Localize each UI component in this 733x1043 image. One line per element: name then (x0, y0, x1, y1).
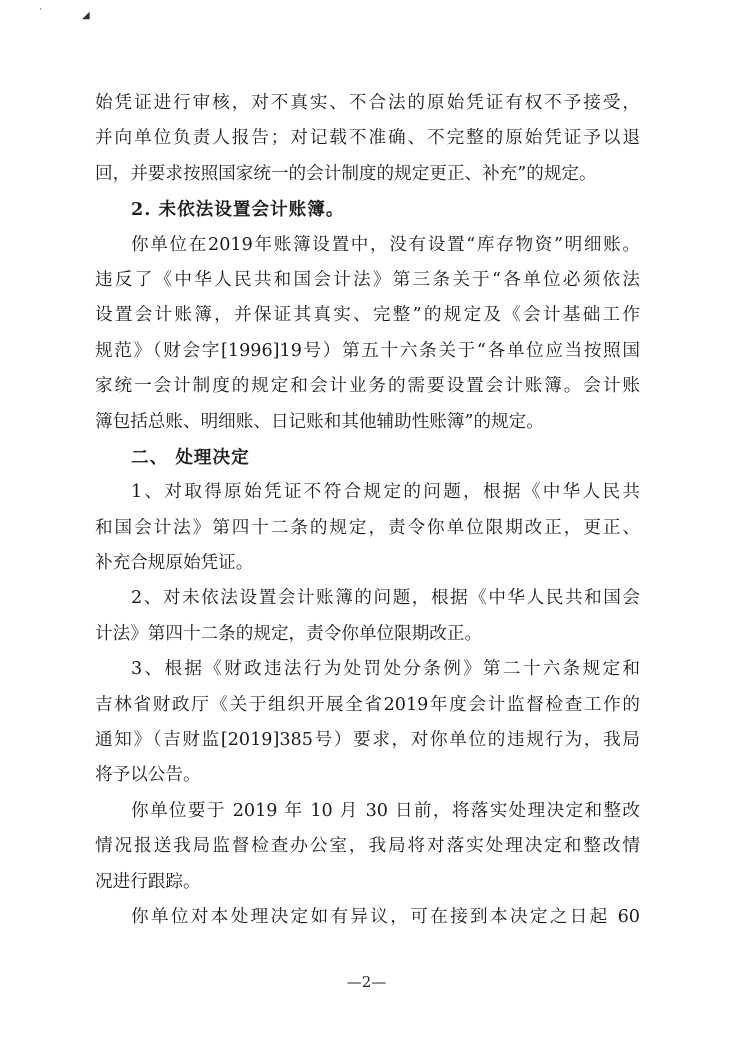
scan-marks (0, 10, 200, 22)
text-line: 你单位对本处理决定如有异议，可在接到本决定之日起 60 (131, 906, 640, 927)
text-line: 并向单位负责人报告；对记载不准确、不完整的原始凭证予以退 (95, 128, 640, 149)
text-line: 和国会计法》第四十二条的规定，责令你单位限期改正，更正、 (95, 517, 640, 538)
paragraph-continuation (95, 86, 640, 192)
scan-mark: ◢ (82, 10, 90, 21)
subheading-text: 2. 未依法设置会计账簿。 (131, 199, 345, 221)
text-line: 家统一会计制度的规定和会计业务的需要设置会计账簿。会计账 (95, 376, 640, 397)
subheading-2 (95, 192, 640, 227)
paragraph-decision-1 (95, 475, 640, 581)
text-line: 1、对取得原始凭证不符合规定的问题，根据《中华人民共 (131, 482, 640, 503)
paragraph-decision-3 (95, 652, 640, 794)
text-line: 吉林省财政厅《关于组织开展全省2019年度会计监督检查工作的 (95, 694, 640, 715)
page-number: —2— (346, 973, 387, 991)
paragraph-appeal (95, 900, 640, 935)
text-line: 违反了《中华人民共和国会计法》第三条关于“各单位必须依法 (95, 269, 640, 290)
text-line: 始凭证进行审核，对不真实、不合法的原始凭证有权不予接受， (95, 93, 640, 113)
section-heading-text: 二、 处理决定 (131, 446, 250, 468)
section-heading (95, 440, 640, 475)
text-line: 3、根据《财政违法行为处罚处分条例》第二十六条规定和 (131, 659, 640, 680)
text-line: 你单位要于 2019 年 10 月 30 日前，将落实处理决定和整改 (131, 800, 640, 821)
text-line: 计法》第四十二条的规定，责令你单位限期改正。 (95, 623, 483, 644)
text-line: 将予以公告。 (95, 765, 201, 786)
paragraph-decision-2 (95, 581, 640, 652)
text-line: 2、对未依法设置会计账簿的问题，根据《中华人民共和国会 (131, 588, 640, 609)
text-line: 通知》（吉财监[2019]385号）要求，对你单位的违规行为，我局 (95, 730, 640, 751)
text-line: 规范》（财会字[1996]19号）第五十六条关于“各单位应当按照国 (95, 340, 640, 361)
paragraph-deadline (95, 794, 640, 900)
text-line: 情况报送我局监督检查办公室，我局将对落实处理决定和整改情 (95, 836, 640, 857)
scan-mark: ˙ (38, 8, 43, 19)
paragraph-account-books (95, 228, 640, 440)
document-body (95, 86, 640, 935)
text-line: 补充合规原始凭证。 (95, 553, 254, 574)
text-line: 簿包括总账、明细账、日记账和其他辅助性账簿”的规定。 (95, 411, 544, 432)
text-line: 况进行跟踪。 (95, 871, 201, 892)
text-line: 设置会计账簿，并保证其真实、完整”的规定及《会计基础工作 (95, 305, 640, 326)
text-line: 回，并要求按照国家统一的会计制度的规定更正、补充”的规定。 (95, 163, 597, 184)
text-line: 你单位在2019年账簿设置中，没有设置“库存物资”明细账。 (131, 234, 640, 255)
